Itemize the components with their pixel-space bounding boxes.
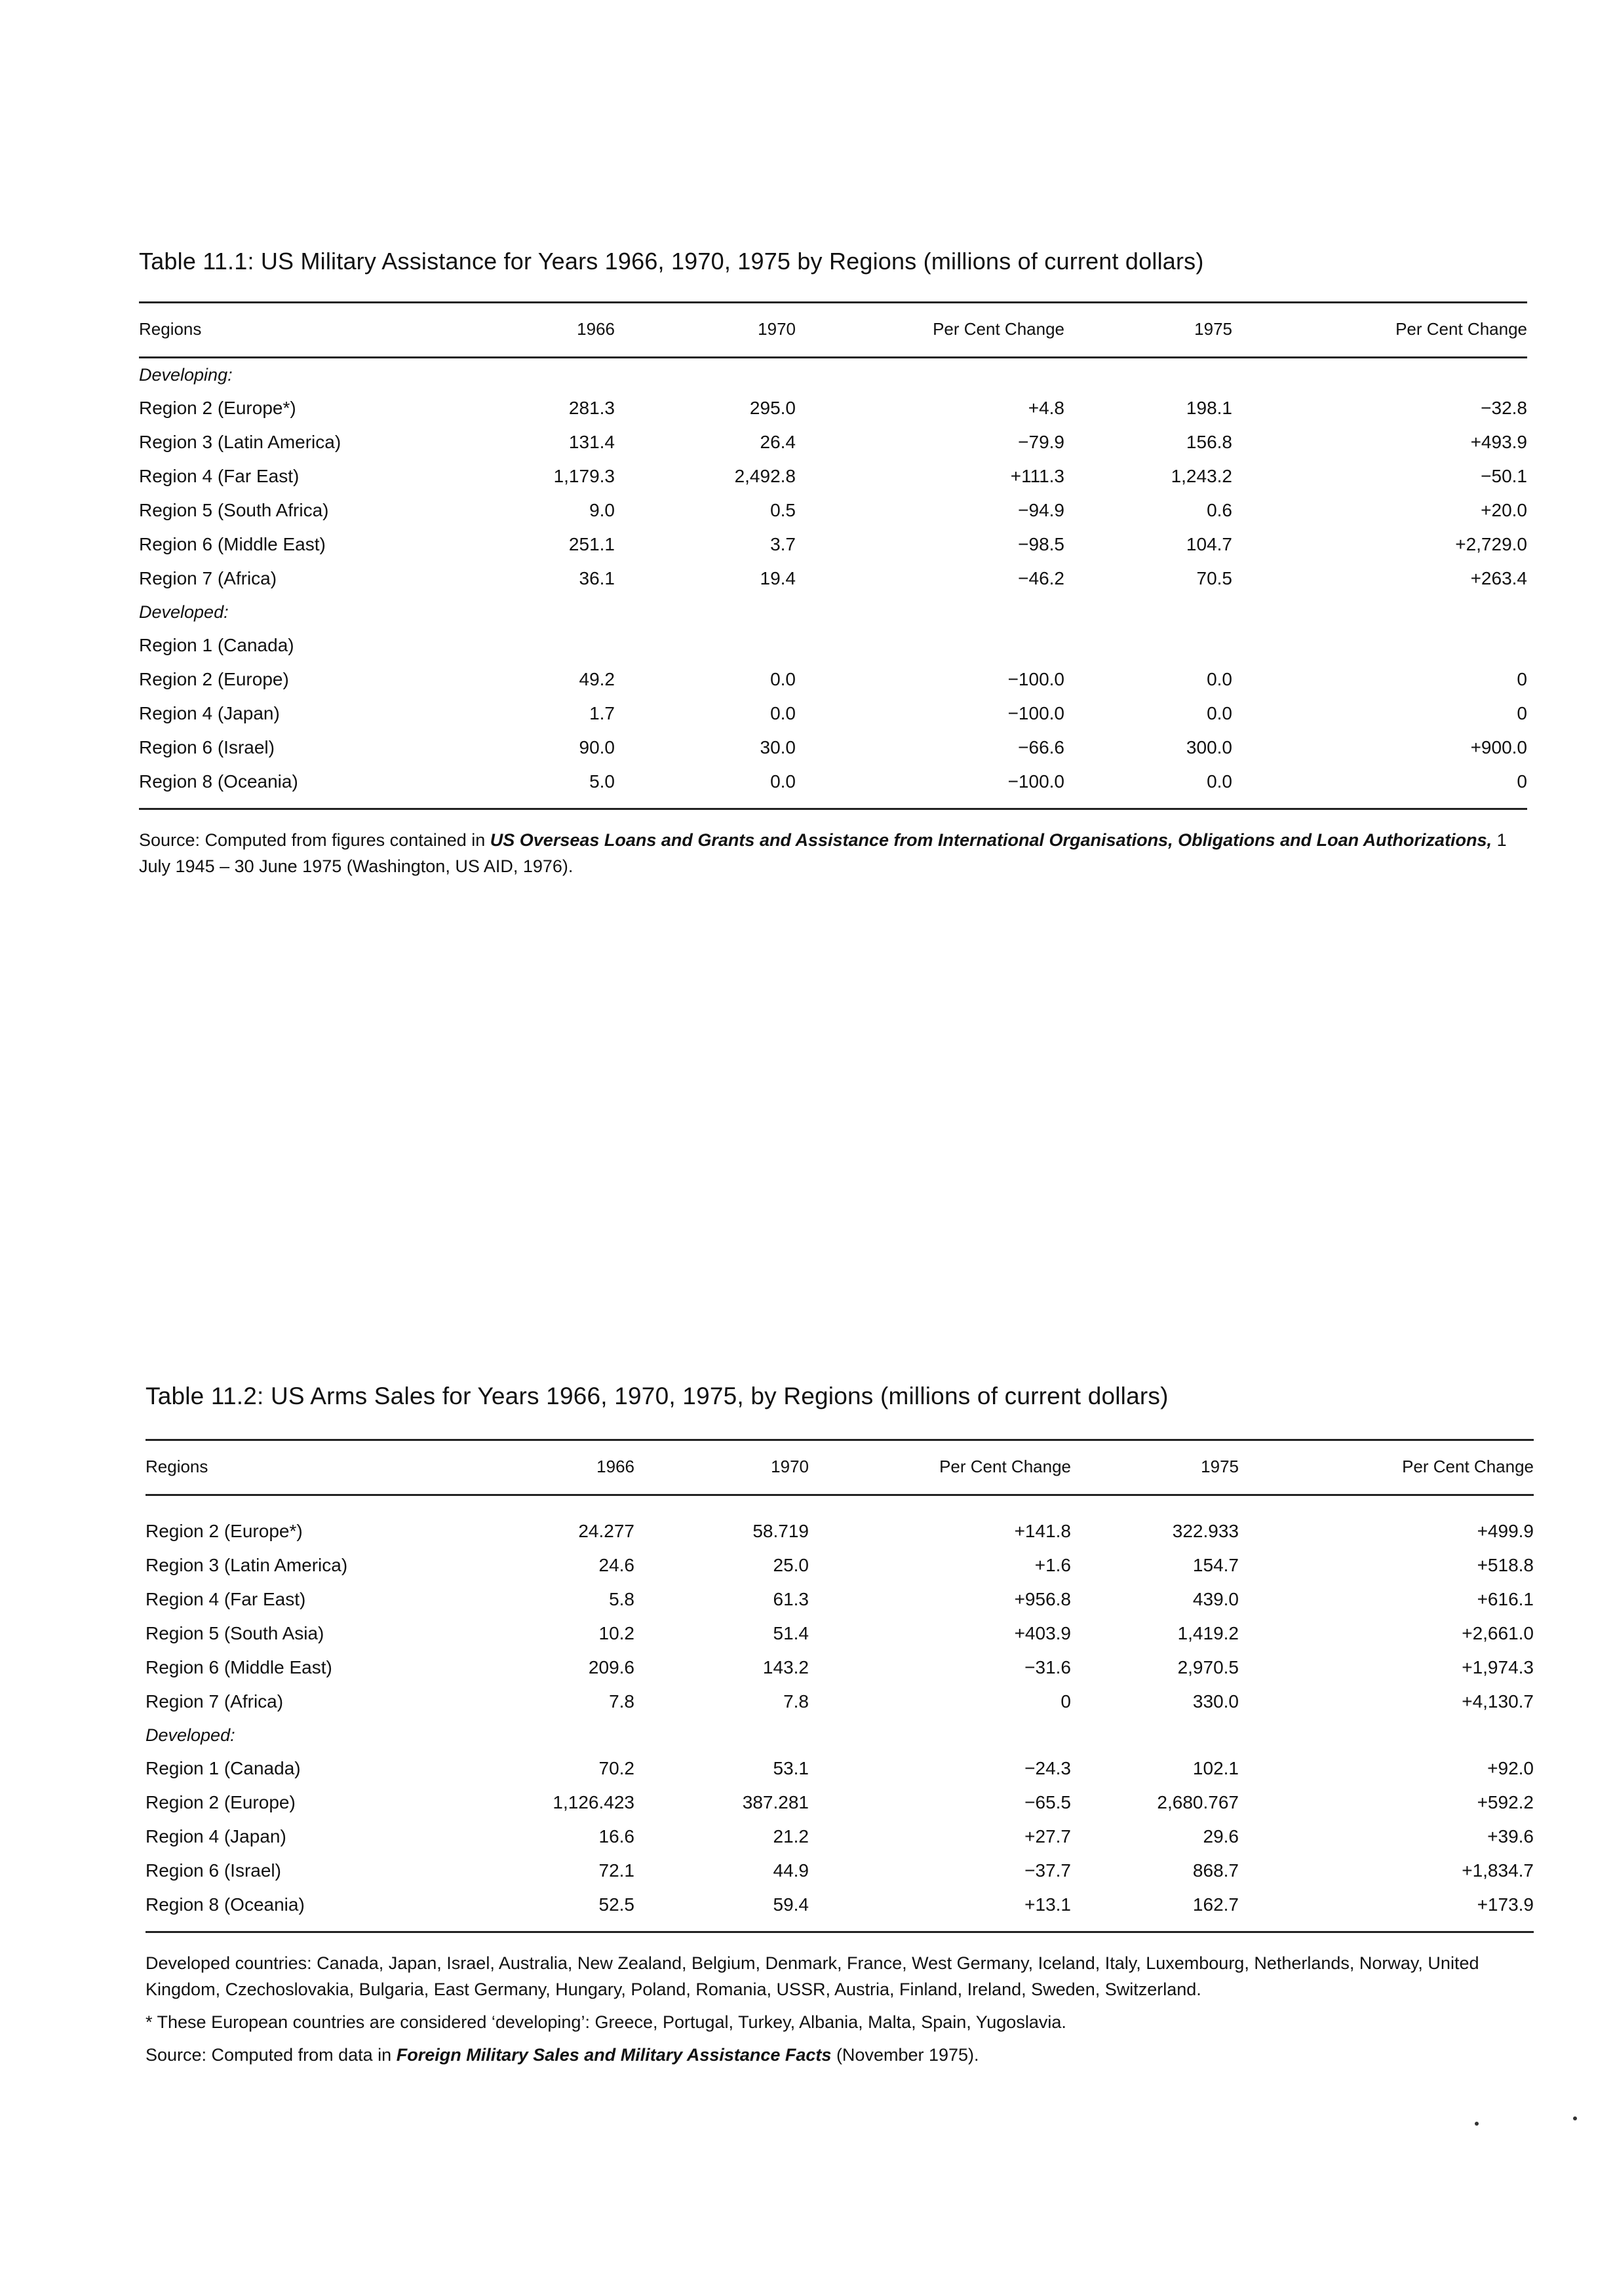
value-cell: 26.4	[760, 432, 796, 452]
table-row	[146, 1514, 1534, 1548]
value-cell	[1258, 628, 1527, 662]
value-cell: −46.2	[1018, 568, 1064, 588]
value-cell: −31.6	[1024, 1657, 1071, 1677]
region-cell: Region 6 (Israel)	[139, 737, 275, 757]
source-title: Foreign Military Sales and Military Assistance Facts	[396, 2045, 832, 2065]
value-cell: 322.933	[1172, 1521, 1239, 1541]
value-cell: −98.5	[1018, 534, 1064, 554]
value-cell: 0.0	[1207, 669, 1232, 689]
group-label: Developing:	[139, 364, 233, 385]
value-cell: 59.4	[773, 1894, 809, 1915]
region-cell: Region 4 (Far East)	[139, 466, 300, 486]
value-cell: 7.8	[783, 1691, 809, 1712]
value-cell: 2,492.8	[734, 466, 796, 486]
value-cell	[654, 628, 828, 662]
value-cell: 10.2	[598, 1623, 634, 1643]
value-cell: 90.0	[579, 737, 615, 757]
data-table	[146, 1439, 1534, 1933]
value-cell: 0.0	[1207, 771, 1232, 792]
region-cell: Region 2 (Europe)	[139, 669, 289, 689]
data-table	[139, 301, 1527, 810]
value-cell: +1,834.7	[1462, 1860, 1534, 1881]
spacer-row	[146, 1495, 1534, 1515]
region-cell: Region 5 (South Asia)	[146, 1623, 324, 1643]
region-cell: Region 1 (Canada)	[146, 1758, 301, 1778]
value-cell: +499.9	[1477, 1521, 1534, 1541]
table-body	[139, 358, 1527, 809]
region-cell: Region 4 (Japan)	[139, 703, 280, 723]
col-header: 1975	[1091, 1440, 1265, 1495]
table-row	[146, 1820, 1534, 1854]
value-cell: 439.0	[1192, 1589, 1239, 1609]
value-cell: +263.4	[1470, 568, 1527, 588]
region-cell: Region 2 (Europe*)	[139, 398, 296, 418]
col-header: Regions	[146, 1440, 486, 1495]
value-cell: 143.2	[762, 1657, 809, 1677]
value-cell: +616.1	[1477, 1589, 1534, 1609]
value-cell: 5.8	[609, 1589, 634, 1609]
value-cell: 53.1	[773, 1758, 809, 1778]
value-cell: −100.0	[1007, 703, 1064, 723]
value-cell: +592.2	[1477, 1792, 1534, 1812]
region-cell: Region 2 (Europe*)	[146, 1521, 303, 1541]
value-cell: +1.6	[1034, 1555, 1071, 1575]
value-cell: +141.8	[1014, 1521, 1071, 1541]
table-11-2	[146, 1383, 1534, 2075]
value-cell: 1,179.3	[553, 466, 615, 486]
value-cell: −32.8	[1481, 398, 1527, 418]
value-cell: +956.8	[1014, 1589, 1071, 1609]
col-header: 1966	[480, 303, 654, 358]
region-cell: Region 6 (Israel)	[146, 1860, 281, 1881]
value-cell: 0	[1517, 669, 1527, 689]
group-header-row	[139, 358, 1527, 392]
source-note: Source: Computed from figures contained in US Overseas Loans and Grants and Assistance from International Organisations, Obligations and Loan Authorizations, 1 July 1945 – 30 June 1975 (Washington, US AID, 1976).	[139, 830, 1507, 876]
col-header: Per Cent Change	[1265, 1440, 1534, 1495]
table-row	[146, 1617, 1534, 1651]
value-cell: 1,126.423	[553, 1792, 634, 1812]
region-cell: Region 8 (Oceania)	[139, 771, 298, 792]
table-row	[146, 1888, 1534, 1932]
value-cell	[1084, 628, 1258, 662]
table-row	[146, 1786, 1534, 1820]
table-caption: Table 11.2: US Arms Sales for Years 1966, 1970, 1975, by Regions (millions of current dollars)	[146, 1383, 1169, 1409]
value-cell: 61.3	[773, 1589, 809, 1609]
col-header: Per Cent Change	[828, 303, 1084, 358]
region-cell: Region 4 (Japan)	[146, 1826, 286, 1846]
region-cell: Region 6 (Middle East)	[139, 534, 326, 554]
group-header-row	[146, 1719, 1534, 1751]
header-row	[146, 1440, 1534, 1495]
table-row	[139, 662, 1527, 697]
value-cell: +173.9	[1477, 1894, 1534, 1915]
value-cell: 162.7	[1192, 1894, 1239, 1915]
value-cell: 9.0	[589, 500, 615, 520]
value-cell	[480, 628, 654, 662]
value-cell: −79.9	[1018, 432, 1064, 452]
value-cell: 58.719	[752, 1521, 809, 1541]
value-cell: 300.0	[1186, 737, 1232, 757]
value-cell: 387.281	[742, 1792, 809, 1812]
value-cell: +111.3	[1010, 466, 1064, 486]
table-row	[139, 527, 1527, 562]
value-cell: 2,680.767	[1157, 1792, 1239, 1812]
spacer-cell	[146, 1495, 1534, 1515]
col-header: 1975	[1084, 303, 1258, 358]
value-cell: +92.0	[1487, 1758, 1534, 1778]
value-cell: +2,661.0	[1462, 1623, 1534, 1643]
table-notes	[146, 1950, 1534, 2068]
source-title: US Overseas Loans and Grants and Assistance from International Organisations, Obligations and Loan Authorizations,	[490, 830, 1492, 850]
value-cell: 209.6	[588, 1657, 634, 1677]
value-cell: 0	[1517, 771, 1527, 792]
group-header-row	[139, 596, 1527, 628]
value-cell: 154.7	[1192, 1555, 1239, 1575]
value-cell: 30.0	[760, 737, 796, 757]
table-row	[139, 459, 1527, 493]
group-label: Developed:	[146, 1725, 235, 1745]
value-cell: +493.9	[1470, 432, 1527, 452]
value-cell: 1.7	[589, 703, 615, 723]
value-cell: −94.9	[1018, 500, 1064, 520]
table-row	[139, 731, 1527, 765]
footnote: * These European countries are considered ‘developing’: Greece, Portugal, Turkey, Albania, Malta, Spain, Yugoslavia.	[146, 2012, 1066, 2032]
value-cell: +20.0	[1481, 500, 1527, 520]
value-cell: 156.8	[1186, 432, 1232, 452]
table-caption: Table 11.1: US Military Assistance for Years 1966, 1970, 1975 by Regions (millions of current dollars)	[139, 248, 1204, 275]
region-cell: Region 7 (Africa)	[146, 1691, 284, 1712]
col-header: 1970	[661, 1440, 835, 1495]
value-cell: 19.4	[760, 568, 796, 588]
region-cell: Region 3 (Latin America)	[146, 1555, 348, 1575]
table-row	[146, 1548, 1534, 1582]
value-cell: +4.8	[1028, 398, 1064, 418]
value-cell: 281.3	[568, 398, 615, 418]
value-cell: 24.277	[578, 1521, 634, 1541]
value-cell: 7.8	[609, 1691, 634, 1712]
value-cell: 0.0	[770, 771, 796, 792]
table-row	[146, 1854, 1534, 1888]
value-cell: −50.1	[1481, 466, 1527, 486]
value-cell: 51.4	[773, 1623, 809, 1643]
value-cell: 0.0	[770, 669, 796, 689]
table-row	[139, 628, 1527, 662]
value-cell: 21.2	[773, 1826, 809, 1846]
table-row	[139, 425, 1527, 459]
value-cell: +39.6	[1487, 1826, 1534, 1846]
region-cell: Region 5 (South Africa)	[139, 500, 329, 520]
value-cell: 0.6	[1207, 500, 1232, 520]
value-cell: +1,974.3	[1462, 1657, 1534, 1677]
value-cell: 0	[1517, 703, 1527, 723]
value-cell: −100.0	[1007, 669, 1064, 689]
value-cell: +4,130.7	[1462, 1691, 1534, 1712]
value-cell: 16.6	[598, 1826, 634, 1846]
value-cell: 1,419.2	[1177, 1623, 1239, 1643]
table-11-1	[139, 248, 1527, 886]
value-cell: −24.3	[1024, 1758, 1071, 1778]
table-row	[139, 562, 1527, 596]
col-header: 1966	[486, 1440, 661, 1495]
value-cell: +403.9	[1014, 1623, 1071, 1643]
region-cell: Region 1 (Canada)	[139, 635, 294, 655]
value-cell: 24.6	[598, 1555, 634, 1575]
value-cell: 72.1	[598, 1860, 634, 1881]
table-row	[146, 1751, 1534, 1786]
value-cell: 3.7	[770, 534, 796, 554]
table-row	[146, 1582, 1534, 1617]
scan-speck	[1475, 2122, 1479, 2126]
value-cell: +900.0	[1470, 737, 1527, 757]
region-cell: Region 8 (Oceania)	[146, 1894, 305, 1915]
value-cell: 0.5	[770, 500, 796, 520]
source-note: Source: Computed from data in Foreign Military Sales and Military Assistance Facts (November 1975).	[146, 2045, 979, 2065]
region-cell: Region 3 (Latin America)	[139, 432, 341, 452]
value-cell: 2,970.5	[1177, 1657, 1239, 1677]
value-cell: −37.7	[1024, 1860, 1071, 1881]
value-cell: 131.4	[568, 432, 615, 452]
region-cell: Region 2 (Europe)	[146, 1792, 296, 1812]
table-row	[146, 1651, 1534, 1685]
value-cell: 52.5	[598, 1894, 634, 1915]
value-cell: −66.6	[1018, 737, 1064, 757]
col-header: 1970	[654, 303, 828, 358]
value-cell: 0.0	[1207, 703, 1232, 723]
scan-speck	[1573, 2116, 1577, 2120]
value-cell: 25.0	[773, 1555, 809, 1575]
region-cell: Region 7 (Africa)	[139, 568, 277, 588]
value-cell: 868.7	[1192, 1860, 1239, 1881]
value-cell: +518.8	[1477, 1555, 1534, 1575]
col-header: Per Cent Change	[835, 1440, 1091, 1495]
value-cell: 5.0	[589, 771, 615, 792]
value-cell: +13.1	[1024, 1894, 1071, 1915]
value-cell: 70.5	[1196, 568, 1232, 588]
value-cell: 49.2	[579, 669, 615, 689]
value-cell: −100.0	[1007, 771, 1064, 792]
value-cell: +2,729.0	[1455, 534, 1527, 554]
value-cell: 251.1	[568, 534, 615, 554]
group-label: Developed:	[139, 602, 229, 622]
table-row	[146, 1685, 1534, 1719]
value-cell: 0	[1060, 1691, 1071, 1712]
value-cell: 44.9	[773, 1860, 809, 1881]
table-body	[146, 1495, 1534, 1932]
value-cell: 198.1	[1186, 398, 1232, 418]
table-row	[139, 391, 1527, 425]
col-header: Regions	[139, 303, 480, 358]
value-cell: 330.0	[1192, 1691, 1239, 1712]
region-cell: Region 4 (Far East)	[146, 1589, 306, 1609]
table-row	[139, 697, 1527, 731]
region-cell: Region 6 (Middle East)	[146, 1657, 332, 1677]
value-cell: +27.7	[1024, 1826, 1071, 1846]
value-cell: 29.6	[1203, 1826, 1239, 1846]
value-cell: −65.5	[1024, 1792, 1071, 1812]
value-cell: 70.2	[598, 1758, 634, 1778]
table-row	[139, 765, 1527, 809]
header-row	[139, 303, 1527, 358]
col-header: Per Cent Change	[1258, 303, 1527, 358]
value-cell: 1,243.2	[1171, 466, 1232, 486]
value-cell: 0.0	[770, 703, 796, 723]
developed-countries-note: Developed countries: Canada, Japan, Israel, Australia, New Zealand, Belgium, Denmark, France, West Germany, Iceland, Italy, Luxembourg, Netherlands, Norway, United Kingdom, Czechoslovakia, Bulgaria, East Germany, Hungary, Poland, Romania, USSR, Austria, Finland, Ireland, Sweden, Switzerland.	[146, 1953, 1479, 1999]
value-cell: 102.1	[1192, 1758, 1239, 1778]
value-cell: 36.1	[579, 568, 615, 588]
value-cell: 295.0	[749, 398, 796, 418]
table-row	[139, 493, 1527, 527]
table-notes	[139, 827, 1527, 879]
value-cell: 104.7	[1186, 534, 1232, 554]
value-cell	[828, 628, 1084, 662]
